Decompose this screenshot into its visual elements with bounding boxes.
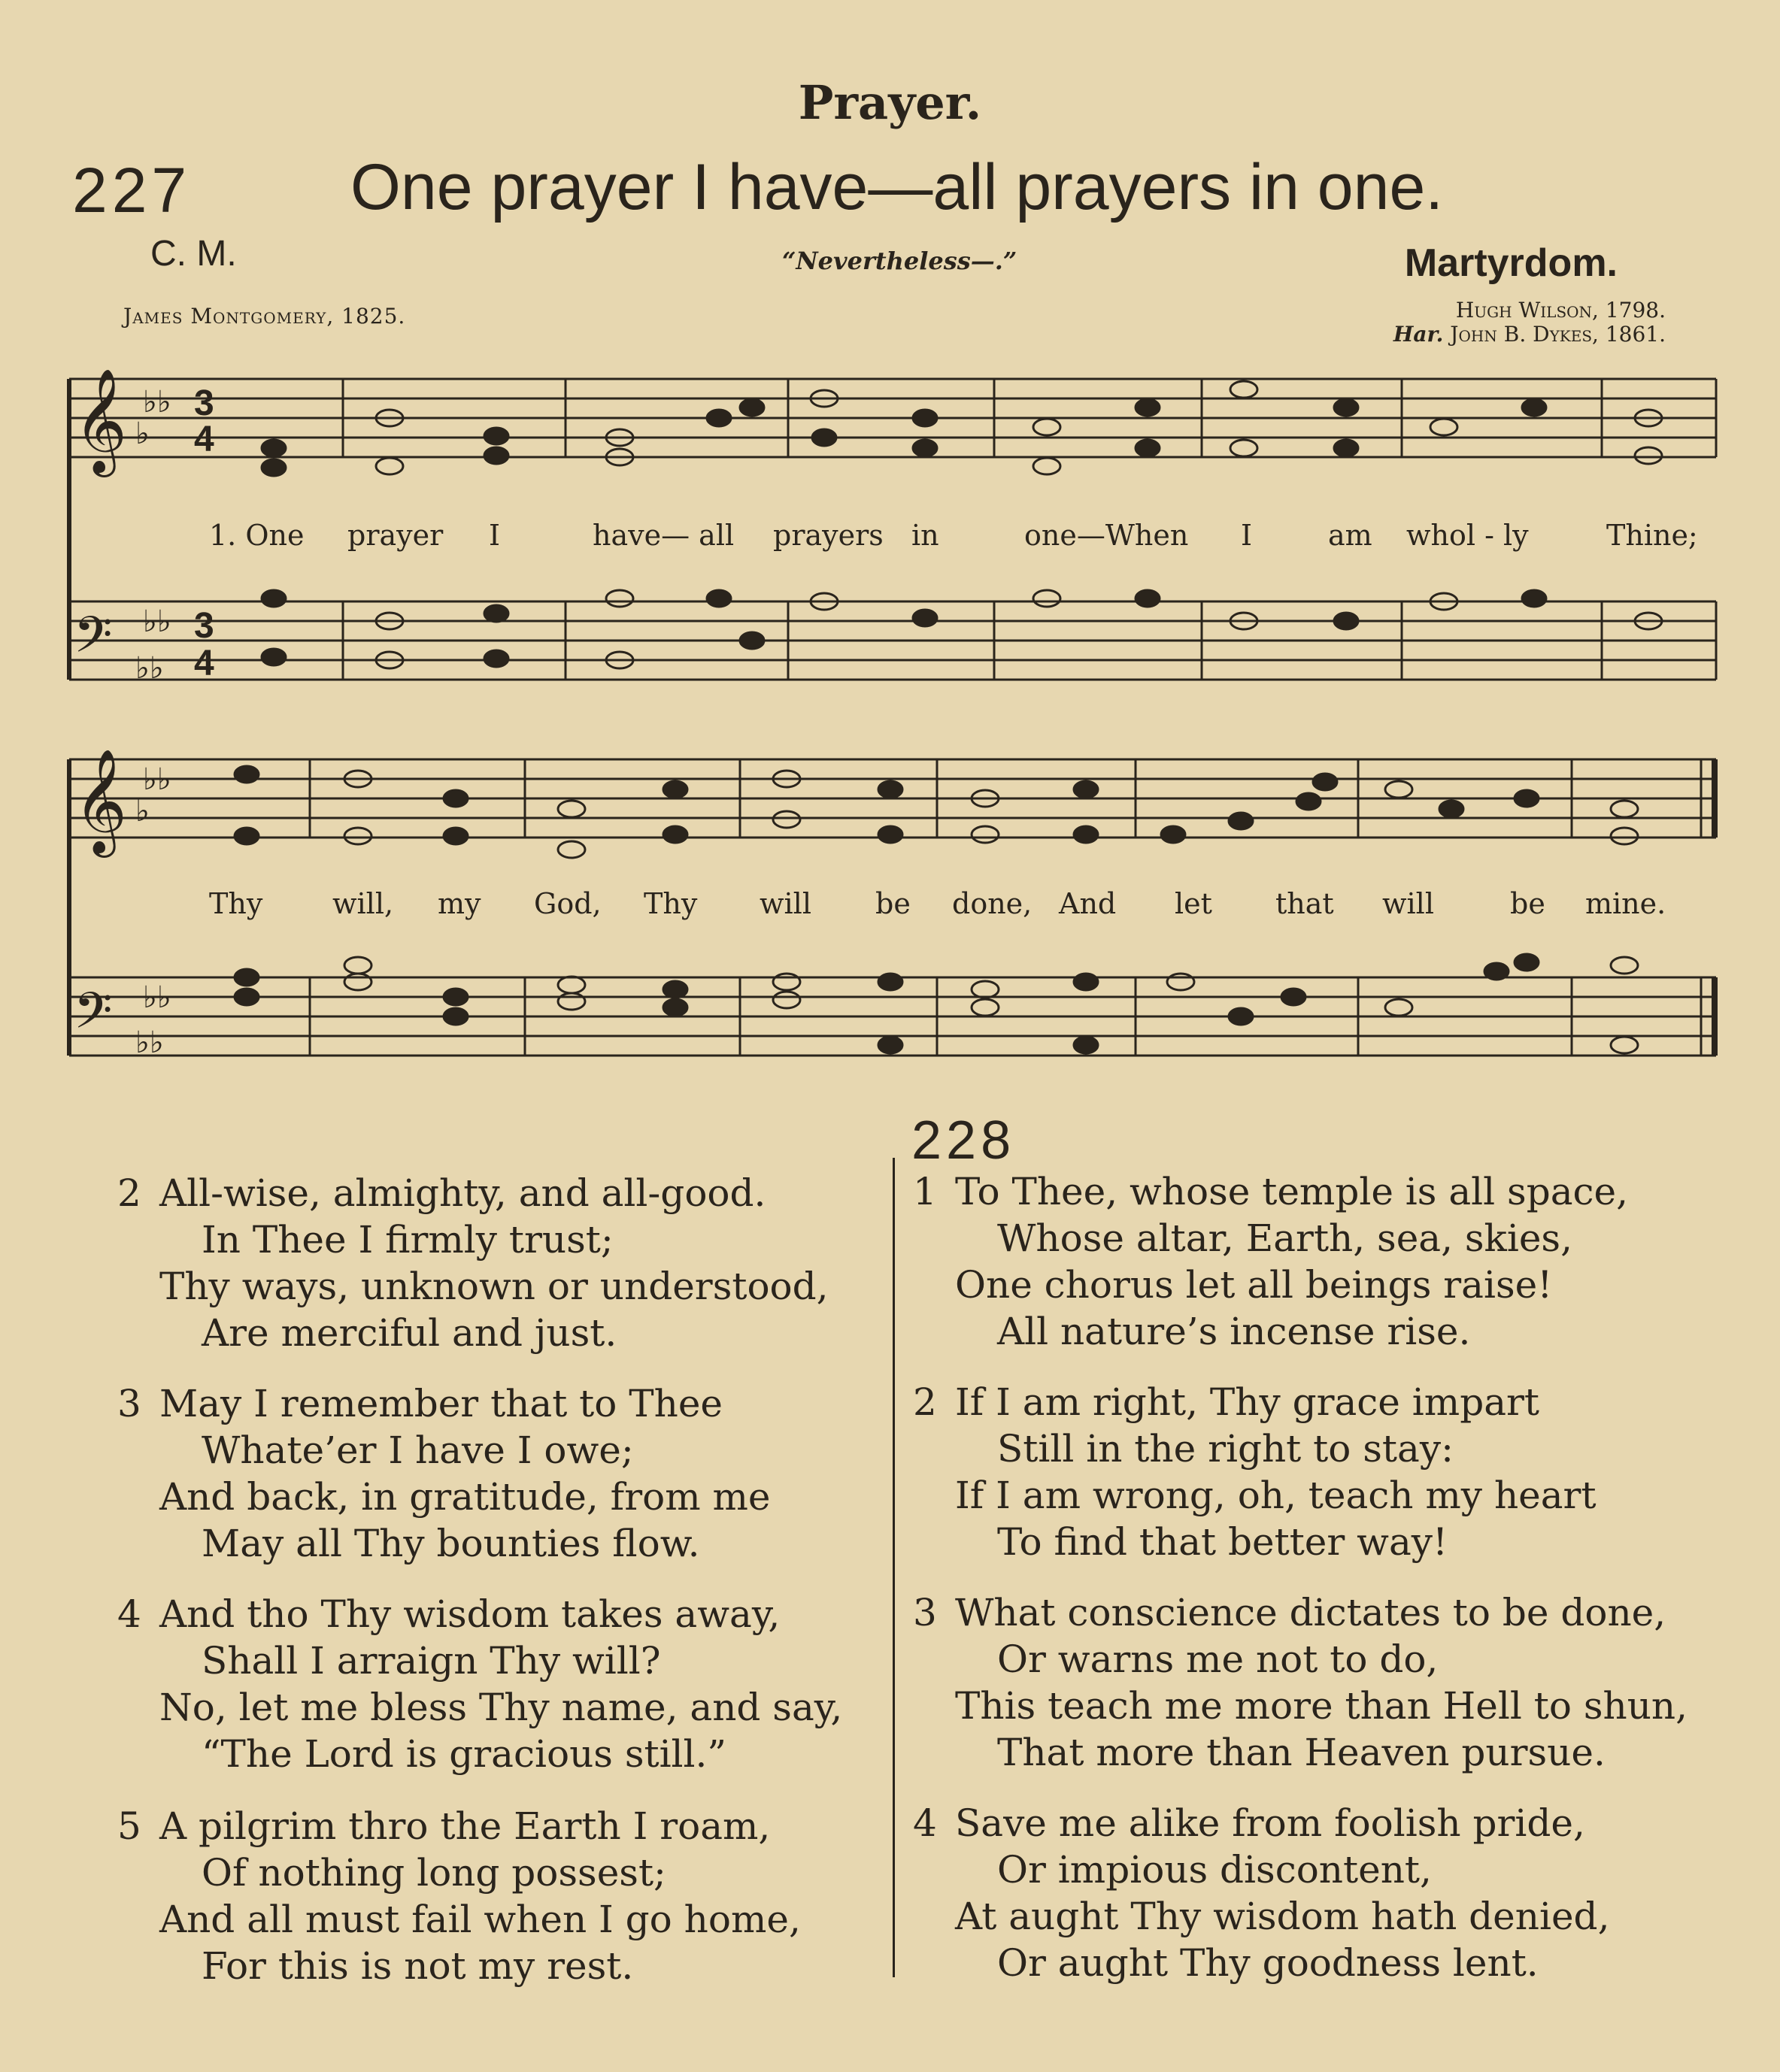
stanza-line: To find that better way!	[997, 1520, 1448, 1564]
motto: “Nevertheless—.”	[782, 247, 1017, 275]
hymn227-stanza-5	[117, 1803, 801, 1989]
stanza-line: Or warns me not to do,	[997, 1637, 1439, 1681]
hymn227-stanza-2	[117, 1170, 829, 1356]
stanza-line: Are merciful and just.	[202, 1311, 617, 1355]
stanza-line: May I remember that to Thee	[159, 1382, 723, 1425]
stanza-number: 5	[117, 1804, 141, 1848]
harmonizer-name: John B. Dykes, 1861.	[1450, 322, 1666, 347]
hymn228-stanza-2	[913, 1379, 1597, 1565]
stanza-line: A pilgrim thro the Earth I roam,	[159, 1804, 771, 1848]
lyric-word: whol - ly	[1406, 519, 1529, 552]
stanza-line: Thy ways, unknown or understood,	[159, 1265, 829, 1308]
lyric-word: God,	[534, 887, 602, 920]
stanza-line: Save me alike from foolish pride,	[955, 1801, 1585, 1845]
svg-text:♭♭: ♭♭	[135, 1025, 164, 1060]
lyric-word: will	[760, 887, 811, 920]
lyric-word: Thy	[209, 887, 263, 920]
stanza-number: 3	[913, 1591, 937, 1634]
stanza-line: If I am right, Thy grace impart	[955, 1380, 1540, 1424]
stanza-line: And all must fail when I go home,	[159, 1898, 801, 1941]
time-signature-bottom: 4	[194, 644, 214, 683]
stanza-line: That more than Heaven pursue.	[997, 1731, 1606, 1774]
treble-staff-1	[69, 379, 1716, 457]
stanza-line: All nature’s incense rise.	[997, 1310, 1471, 1353]
lyric-word: And	[1059, 887, 1117, 920]
time-signature-top: 3	[194, 606, 214, 646]
harmonizer-label: Har.	[1393, 322, 1444, 347]
stanza-line: And tho Thy wisdom takes away,	[159, 1592, 781, 1636]
stanza-line: One chorus let all beings raise!	[955, 1263, 1553, 1307]
svg-text:♭♭: ♭♭	[143, 762, 171, 797]
lyric-word: one—When	[1024, 519, 1189, 552]
treble-clef-icon: 𝄞	[74, 368, 127, 473]
stanza-line: To Thee, whose temple is all space,	[955, 1170, 1628, 1213]
lyric-word: mine.	[1585, 887, 1666, 920]
hymn228-stanza-4	[913, 1800, 1609, 1986]
lyric-word: done,	[952, 887, 1033, 920]
lyric-word: let	[1175, 887, 1212, 920]
lyric-word: prayers	[773, 519, 884, 552]
bass-clef-icon: 𝄢	[74, 982, 113, 1052]
lyric-word: be	[1510, 887, 1545, 920]
lyric-word: I	[489, 519, 501, 552]
stanza-line: And back, in gratitude, from me	[159, 1475, 771, 1519]
tune-name: Martyrdom.	[1404, 241, 1618, 285]
stanza-line: In Thee I firmly trust;	[202, 1218, 614, 1262]
stanza-number: 4	[913, 1801, 937, 1845]
stanza-line: What conscience dictates to be done,	[955, 1591, 1666, 1634]
treble-clef-icon: 𝄞	[74, 749, 127, 853]
meter-label: C. M.	[150, 234, 237, 274]
stanza-line: Of nothing long possest;	[202, 1851, 666, 1895]
lyric-word: prayer	[347, 519, 444, 552]
stanza-line: At aught Thy wisdom hath denied,	[955, 1895, 1610, 1938]
stanza-line: This teach me more than Hell to shun,	[955, 1684, 1688, 1728]
lyric-word: will	[1382, 887, 1434, 920]
lyric-word: will,	[332, 887, 394, 920]
time-signature-bottom: 4	[194, 420, 214, 459]
time-signature-top: 3	[194, 383, 214, 423]
bass-staff-1	[69, 601, 1716, 680]
lyric-word: be	[875, 887, 911, 920]
stanza-line: Whose altar, Earth, sea, skies,	[997, 1216, 1572, 1260]
svg-text:♭♭: ♭♭	[143, 385, 171, 420]
svg-text:♭: ♭	[135, 794, 150, 828]
column-divider	[893, 1158, 895, 1977]
svg-text:♭: ♭	[135, 417, 150, 451]
section-title: Prayer.	[798, 75, 982, 130]
hymn228-stanza-3	[913, 1589, 1688, 1776]
author-credit: James Montgomery, 1825.	[123, 304, 406, 329]
stanza-number: 1	[913, 1170, 937, 1213]
lyric-word: 1. One	[209, 519, 305, 552]
lyric-word: Thine;	[1606, 519, 1698, 552]
hymn-number-227: 227	[72, 155, 192, 226]
stanza-line: If I am wrong, oh, teach my heart	[955, 1474, 1597, 1517]
lyric-word: am	[1328, 519, 1372, 552]
stanza-line: Or impious discontent,	[997, 1848, 1432, 1892]
lyric-word: Thy	[644, 887, 698, 920]
lyric-word: my	[438, 887, 481, 920]
stanza-number: 3	[117, 1382, 141, 1425]
stanza-line: All-wise, almighty, and all-good.	[159, 1171, 766, 1215]
stanza-number: 4	[117, 1592, 141, 1636]
hymn-first-line: One prayer I have—all prayers in one.	[350, 151, 1444, 223]
stanza-line: Still in the right to stay:	[997, 1427, 1454, 1471]
hymn227-stanza-3	[117, 1380, 771, 1567]
stanza-line: May all Thy bounties flow.	[202, 1522, 700, 1565]
stanza-line: Shall I arraign Thy will?	[202, 1639, 661, 1683]
svg-text:♭♭: ♭♭	[143, 980, 171, 1015]
lyric-word: have— all	[593, 519, 735, 552]
composer-credit: Hugh Wilson, 1798.	[1455, 298, 1666, 323]
bass-clef-icon: 𝄢	[74, 606, 113, 676]
lyric-word: in	[911, 519, 939, 552]
stanza-number: 2	[913, 1380, 937, 1424]
hymn227-stanza-4	[117, 1591, 842, 1777]
stanza-line: “The Lord is gracious still.”	[202, 1732, 726, 1776]
stanza-line: Or aught Thy goodness lent.	[997, 1941, 1539, 1985]
svg-text:♭♭: ♭♭	[143, 604, 171, 639]
hymn228-stanza-1	[913, 1168, 1628, 1355]
lyric-word: that	[1275, 887, 1334, 920]
stanza-line: No, let me bless Thy name, and say,	[159, 1686, 843, 1729]
stanza-line: For this is not my rest.	[202, 1944, 634, 1988]
hymn-number-228: 228	[911, 1110, 1016, 1171]
stanza-line: Whate’er I have I owe;	[202, 1428, 634, 1472]
stanza-number: 2	[117, 1171, 141, 1215]
svg-text:♭♭: ♭♭	[135, 651, 164, 686]
lyric-word: I	[1241, 519, 1253, 552]
